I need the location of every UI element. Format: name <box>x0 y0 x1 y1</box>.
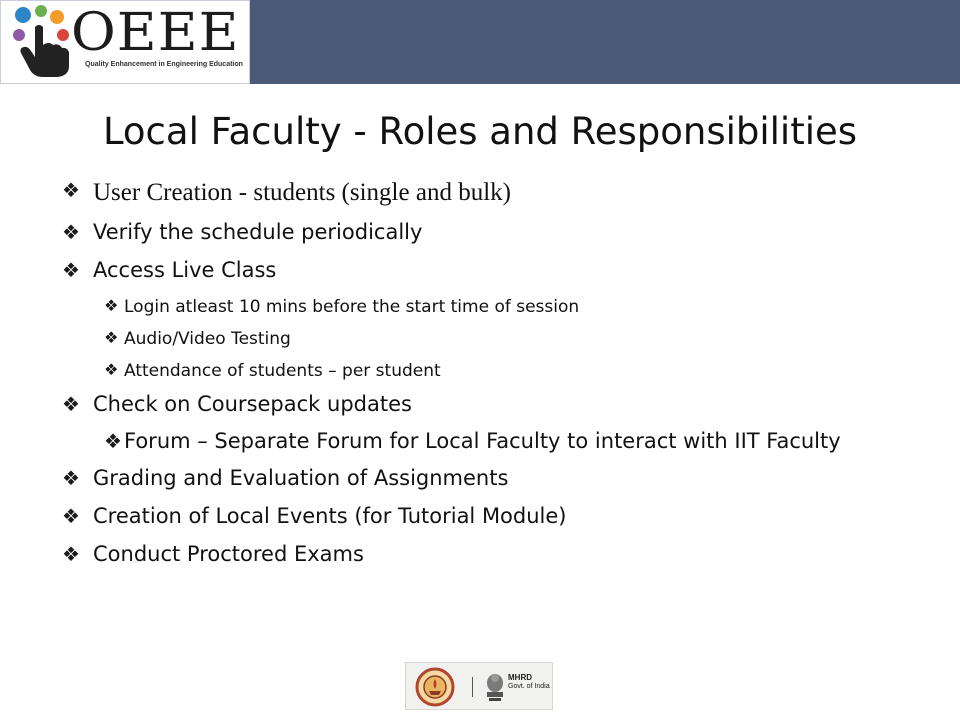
bullet-text: Creation of Local Events (for Tutorial Module) <box>93 504 567 528</box>
bullet-text: User Creation - students (single and bulk) <box>93 179 511 206</box>
logo-text: OEEE <box>71 3 240 63</box>
list-item <box>104 429 922 454</box>
diamond-bullet-icon: ❖ <box>62 392 80 416</box>
list-item <box>62 391 922 418</box>
diamond-bullet-icon: ❖ <box>104 429 122 453</box>
oeee-hand-icon <box>11 5 73 77</box>
bullet-text: Attendance of students – per student <box>124 361 441 381</box>
national-emblem-icon <box>484 668 506 704</box>
iit-emblem-icon <box>414 667 456 707</box>
list-item <box>62 257 922 284</box>
bullet-text: Access Live Class <box>93 258 277 282</box>
list-item <box>104 327 922 351</box>
list-item <box>104 359 922 383</box>
bullet-list <box>62 178 922 579</box>
list-item <box>62 465 922 492</box>
slide-title: Local Faculty - Roles and Responsibilities <box>102 110 858 153</box>
bullet-text: Login atleast 10 mins before the start time of session <box>124 297 580 317</box>
diamond-bullet-icon: ❖ <box>62 542 80 566</box>
logo-tagline: Quality Enhancement in Engineering Education <box>85 61 243 68</box>
bullet-text: Check on Coursepack updates <box>93 392 412 416</box>
diamond-bullet-icon: ❖ <box>104 360 119 379</box>
list-item <box>62 219 922 246</box>
oeee-logo <box>0 0 250 84</box>
bullet-text: Audio/Video Testing <box>124 329 291 349</box>
diamond-bullet-icon: ❖ <box>104 296 119 315</box>
footer-separator <box>472 677 473 697</box>
footer-logos <box>405 662 553 710</box>
bullet-text: Conduct Proctored Exams <box>93 542 364 566</box>
mhrd-subtitle: Govt. of India <box>508 683 550 690</box>
diamond-bullet-icon: ❖ <box>62 220 80 244</box>
mhrd-label <box>508 673 550 691</box>
diamond-bullet-icon: ❖ <box>62 504 80 528</box>
list-item <box>62 178 922 208</box>
mhrd-title: MHRD <box>508 673 532 682</box>
bullet-text: Verify the schedule periodically <box>93 220 423 244</box>
bullet-text: Grading and Evaluation of Assignments <box>93 466 509 490</box>
diamond-bullet-icon: ❖ <box>104 328 119 347</box>
bullet-text: Forum – Separate Forum for Local Faculty to interact with IIT Faculty <box>124 429 841 453</box>
list-item <box>104 295 922 319</box>
diamond-bullet-icon: ❖ <box>62 466 80 490</box>
list-item <box>62 503 922 530</box>
diamond-bullet-icon: ❖ <box>62 180 80 202</box>
list-item <box>62 541 922 568</box>
diamond-bullet-icon: ❖ <box>62 258 80 282</box>
